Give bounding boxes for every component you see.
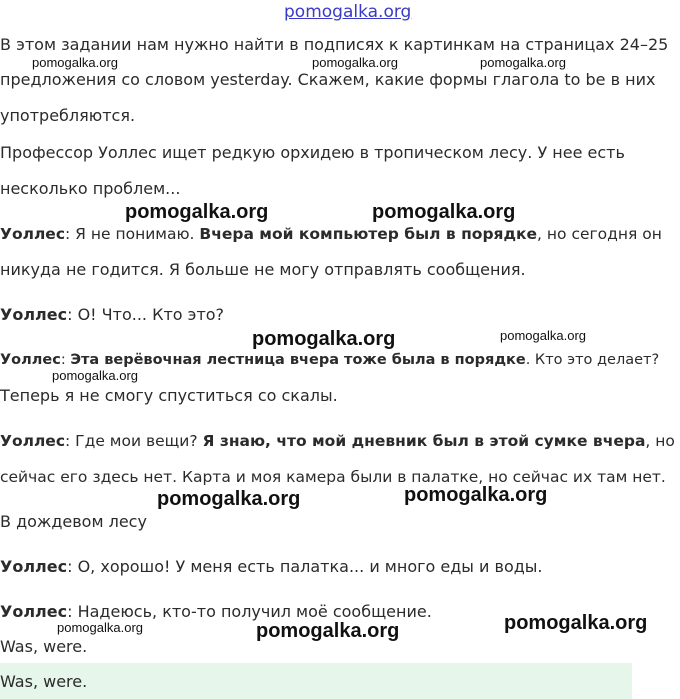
- dialogue-text: : О, хорошо! У меня есть палатка... и много еды и воды.: [67, 557, 543, 576]
- story-line-2: несколько проблем...: [0, 179, 181, 198]
- speaker-name: Уоллес: [0, 352, 61, 368]
- dialogue-line-1: [0, 224, 662, 244]
- intro-line-3: употребляются.: [0, 106, 136, 125]
- speaker-name: Уоллес: [0, 432, 66, 450]
- intro-line-1: В этом задании нам нужно найти в подписях к картинкам на страницах 24–25: [0, 35, 669, 54]
- dialogue-text: : О! Что... Кто это?: [67, 305, 225, 324]
- answer-box: [0, 663, 632, 699]
- dialogue-text: : Я не понимаю.: [65, 225, 200, 243]
- watermark-header: pomogalka.org: [284, 2, 412, 22]
- dialogue-line-2: [0, 305, 224, 325]
- watermark: pomogalka.org: [480, 55, 566, 70]
- answer-text: Was, were.: [0, 637, 88, 656]
- dialogue-text: : Где мои вещи?: [65, 432, 203, 450]
- highlighted-sentence: Эта верёвочная лестница вчера тоже была в порядке: [70, 352, 526, 368]
- dialogue-line-5: [0, 557, 543, 577]
- dialogue-line-4-cont: сейчас его здесь нет. Карта и моя камера были в палатке, но сейчас их там нет.: [0, 468, 666, 486]
- dialogue-line-4: [0, 431, 675, 451]
- highlighted-sentence: Вчера мой компьютер был в порядке: [199, 225, 538, 243]
- dialogue-line-3: [0, 350, 659, 370]
- dialogue-text: , но: [645, 432, 675, 450]
- story-line-1: Профессор Уоллес ищет редкую орхидею в тропическом лесу. У нее есть: [0, 143, 625, 162]
- speaker-name: Уоллес: [0, 305, 68, 324]
- speaker-name: Уоллес: [0, 602, 68, 621]
- highlighted-sentence: Я знаю, что мой дневник был в этой сумке вчера: [202, 432, 646, 450]
- watermark: pomogalka.org: [256, 620, 400, 642]
- watermark: pomogalka.org: [32, 55, 118, 70]
- intro-line-2: предложения со словом yesterday. Скажем, какие формы глагола to be в них: [0, 70, 656, 89]
- dialogue-text: , но сегодня он: [537, 225, 662, 243]
- dialogue-text: :: [60, 352, 71, 368]
- watermark: pomogalka.org: [125, 201, 269, 223]
- dialogue-line-3-cont: Теперь я не смогу спуститься со скалы.: [0, 386, 338, 405]
- watermark: pomogalka.org: [252, 328, 396, 350]
- watermark: pomogalka.org: [404, 484, 548, 506]
- watermark: pomogalka.org: [57, 620, 143, 635]
- dialogue-text: : Надеюсь, кто-то получил моё сообщение.: [67, 602, 432, 621]
- speaker-name: Уоллес: [0, 557, 68, 576]
- answer-box-text: Was, were.: [0, 672, 88, 691]
- dialogue-line-1-cont: никуда не годится. Я больше не могу отправлять сообщения.: [0, 260, 526, 279]
- watermark: pomogalka.org: [504, 612, 648, 634]
- watermark: pomogalka.org: [500, 328, 586, 343]
- dialogue-text: . Кто это делает?: [525, 352, 660, 368]
- speaker-name: Уоллес: [0, 225, 66, 243]
- watermark: pomogalka.org: [312, 55, 398, 70]
- watermark: pomogalka.org: [372, 201, 516, 223]
- watermark: pomogalka.org: [52, 368, 138, 383]
- rainforest-heading: В дождевом лесу: [0, 512, 147, 531]
- watermark: pomogalka.org: [157, 488, 301, 510]
- dialogue-line-6: [0, 602, 432, 622]
